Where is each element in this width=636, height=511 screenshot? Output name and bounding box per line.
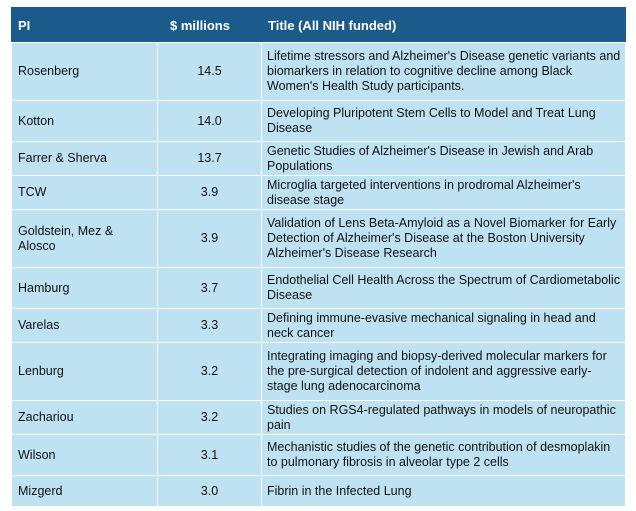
- grants-table-container: [11, 7, 625, 507]
- cell-amount: 3.1: [158, 435, 262, 476]
- cell-title: Lifetime stressors and Alzheimer's Disease genetic variants and biomarkers in relation to cognitive decline among Black Women's Health Study participants.: [262, 43, 626, 101]
- cell-amount: 3.2: [158, 401, 262, 435]
- table-row: [12, 309, 626, 343]
- cell-amount: 14.0: [158, 101, 262, 142]
- cell-amount: 3.0: [158, 476, 262, 507]
- table-row: [12, 210, 626, 268]
- table-row: [12, 101, 626, 142]
- table-row: [12, 268, 626, 309]
- cell-pi: Hamburg: [12, 268, 158, 309]
- cell-title: Mechanistic studies of the genetic contribution of desmoplakin to pulmonary fibrosis in alveolar type 2 cells: [262, 435, 626, 476]
- cell-pi: TCW: [12, 176, 158, 210]
- cell-pi: Lenburg: [12, 343, 158, 401]
- cell-amount: 14.5: [158, 43, 262, 101]
- table-row: [12, 176, 626, 210]
- cell-amount: 3.9: [158, 210, 262, 268]
- cell-title: Studies on RGS4-regulated pathways in models of neuropathic pain: [262, 401, 626, 435]
- cell-amount: 3.9: [158, 176, 262, 210]
- cell-title: Developing Pluripotent Stem Cells to Model and Treat Lung Disease: [262, 101, 626, 142]
- table-row: [12, 435, 626, 476]
- cell-title: Defining immune-evasive mechanical signaling in head and neck cancer: [262, 309, 626, 343]
- table-row: [12, 142, 626, 176]
- header-title: Title (All NIH funded): [262, 8, 626, 43]
- cell-amount: 3.7: [158, 268, 262, 309]
- table-row: [12, 43, 626, 101]
- grants-table: [11, 7, 626, 507]
- cell-title: Integrating imaging and biopsy-derived molecular markers for the pre-surgical detection of indolent and aggressive early-stage lung adenocarcinoma: [262, 343, 626, 401]
- table-header-row: [12, 8, 626, 43]
- cell-pi: Mizgerd: [12, 476, 158, 507]
- cell-title: Validation of Lens Beta-Amyloid as a Novel Biomarker for Early Detection of Alzheimer's Disease at the Boston University Alzheimer's Disease Research: [262, 210, 626, 268]
- cell-pi: Kotton: [12, 101, 158, 142]
- cell-pi: Farrer & Sherva: [12, 142, 158, 176]
- cell-pi: Wilson: [12, 435, 158, 476]
- cell-title: Genetic Studies of Alzheimer's Disease in Jewish and Arab Populations: [262, 142, 626, 176]
- cell-pi: Goldstein, Mez & Alosco: [12, 210, 158, 268]
- cell-title: Microglia targeted interventions in prodromal Alzheimer's disease stage: [262, 176, 626, 210]
- cell-pi: Zachariou: [12, 401, 158, 435]
- table-row: [12, 401, 626, 435]
- cell-pi: Varelas: [12, 309, 158, 343]
- cell-title: Endothelial Cell Health Across the Spectrum of Cardiometabolic Disease: [262, 268, 626, 309]
- cell-amount: 3.2: [158, 343, 262, 401]
- cell-title: Fibrin in the Infected Lung: [262, 476, 626, 507]
- cell-amount: 3.3: [158, 309, 262, 343]
- table-row: [12, 476, 626, 507]
- header-pi: PI: [12, 8, 158, 43]
- cell-pi: Rosenberg: [12, 43, 158, 101]
- header-amount: $ millions: [158, 8, 262, 43]
- table-row: [12, 343, 626, 401]
- cell-amount: 13.7: [158, 142, 262, 176]
